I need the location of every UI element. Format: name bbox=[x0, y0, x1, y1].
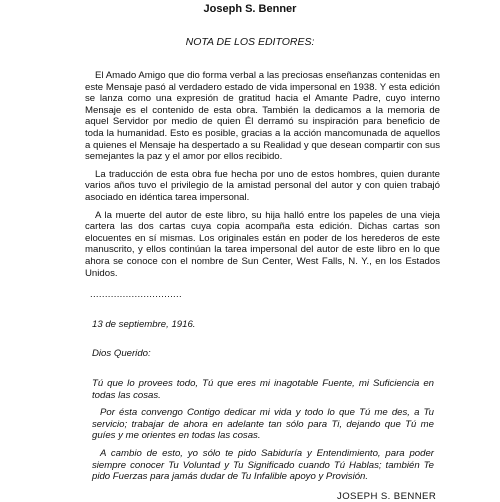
paragraph-2: La traducción de esta obra fue hecha por uno de estos hombres, quien durante varios años tuvo el privilegio de la amistad personal del autor y con quien trabajó asociado en idéntica tarea impersonal. bbox=[85, 168, 440, 203]
paragraph-3: A la muerte del autor de este libro, su hija halló entre los papeles de una vieja cartera las dos cartas cuya copia acompaña esta edición. Dichas cartas son elocuentes en sí mismas. Los originales están en poder de los herederos de este manuscrito, y ellos continúan la tarea impersonal del autor de este libro en lo que ahora se conoce con el nombre de Sun Center, West Falls, N. Y., en los Estados Unidos. bbox=[85, 209, 440, 279]
prayer-paragraph-1: Tú que lo provees todo, Tú que eres mi inagotable Fuente, mi Suficiencia en todas las cosas. bbox=[92, 378, 434, 401]
letter-date bbox=[92, 319, 434, 331]
paragraph-1: El Amado Amigo que dio forma verbal a las preciosas enseñanzas contenidas en este Mensaje pasó al verdadero estado de vida impersonal en 1938. Y esta edición se lanza como una expresión de gratitud hacia el Amante Padre, cuyo interno Mensaje es el contenido de esta obra. También la dedicamos a la memoria de aquel Servidor por medio de quien Él derramó su inspiración para beneficio de toda la humanidad. Esto es posible, gracias a la acción mancomunada de aquellos a quienes el Mensaje ha despertado a su Realidad y que desean compartir con sus semejantes la paz y el amor por ellos recibido. bbox=[85, 70, 440, 163]
prayer-paragraph-3: A cambio de esto, yo sólo te pido Sabiduría y Entendimiento, para poder siempre conocer Tu Voluntad y Tu Significado cuando Tú Hablas; también Te pido Fuerzas para jamás dudar de Tu Infalible apoyo y Provisión. bbox=[92, 447, 434, 483]
author-header: Joseph S. Benner bbox=[203, 3, 297, 15]
prayer-paragraph-2: Por ésta convengo Contigo dedicar mi vida y todo lo que Tú me des, a Tu servicio; trabajar de ahora en adelante tan sólo para Ti, dejando que Tú me guíes y me orientes en todas las cosas. bbox=[92, 407, 434, 442]
letter-signature: JOSEPH S. BENNER bbox=[337, 491, 437, 502]
editors-note-body bbox=[85, 70, 440, 285]
letter-greeting bbox=[92, 348, 434, 360]
letter-greeting-text: Dios Querido: bbox=[92, 348, 151, 359]
separator-dots: ............................... bbox=[90, 289, 182, 300]
letter-date-text: 13 de septiembre, 1916. bbox=[92, 319, 196, 330]
letter-prayer bbox=[92, 378, 434, 489]
editors-note-title: NOTA DE LOS EDITORES: bbox=[185, 36, 315, 48]
